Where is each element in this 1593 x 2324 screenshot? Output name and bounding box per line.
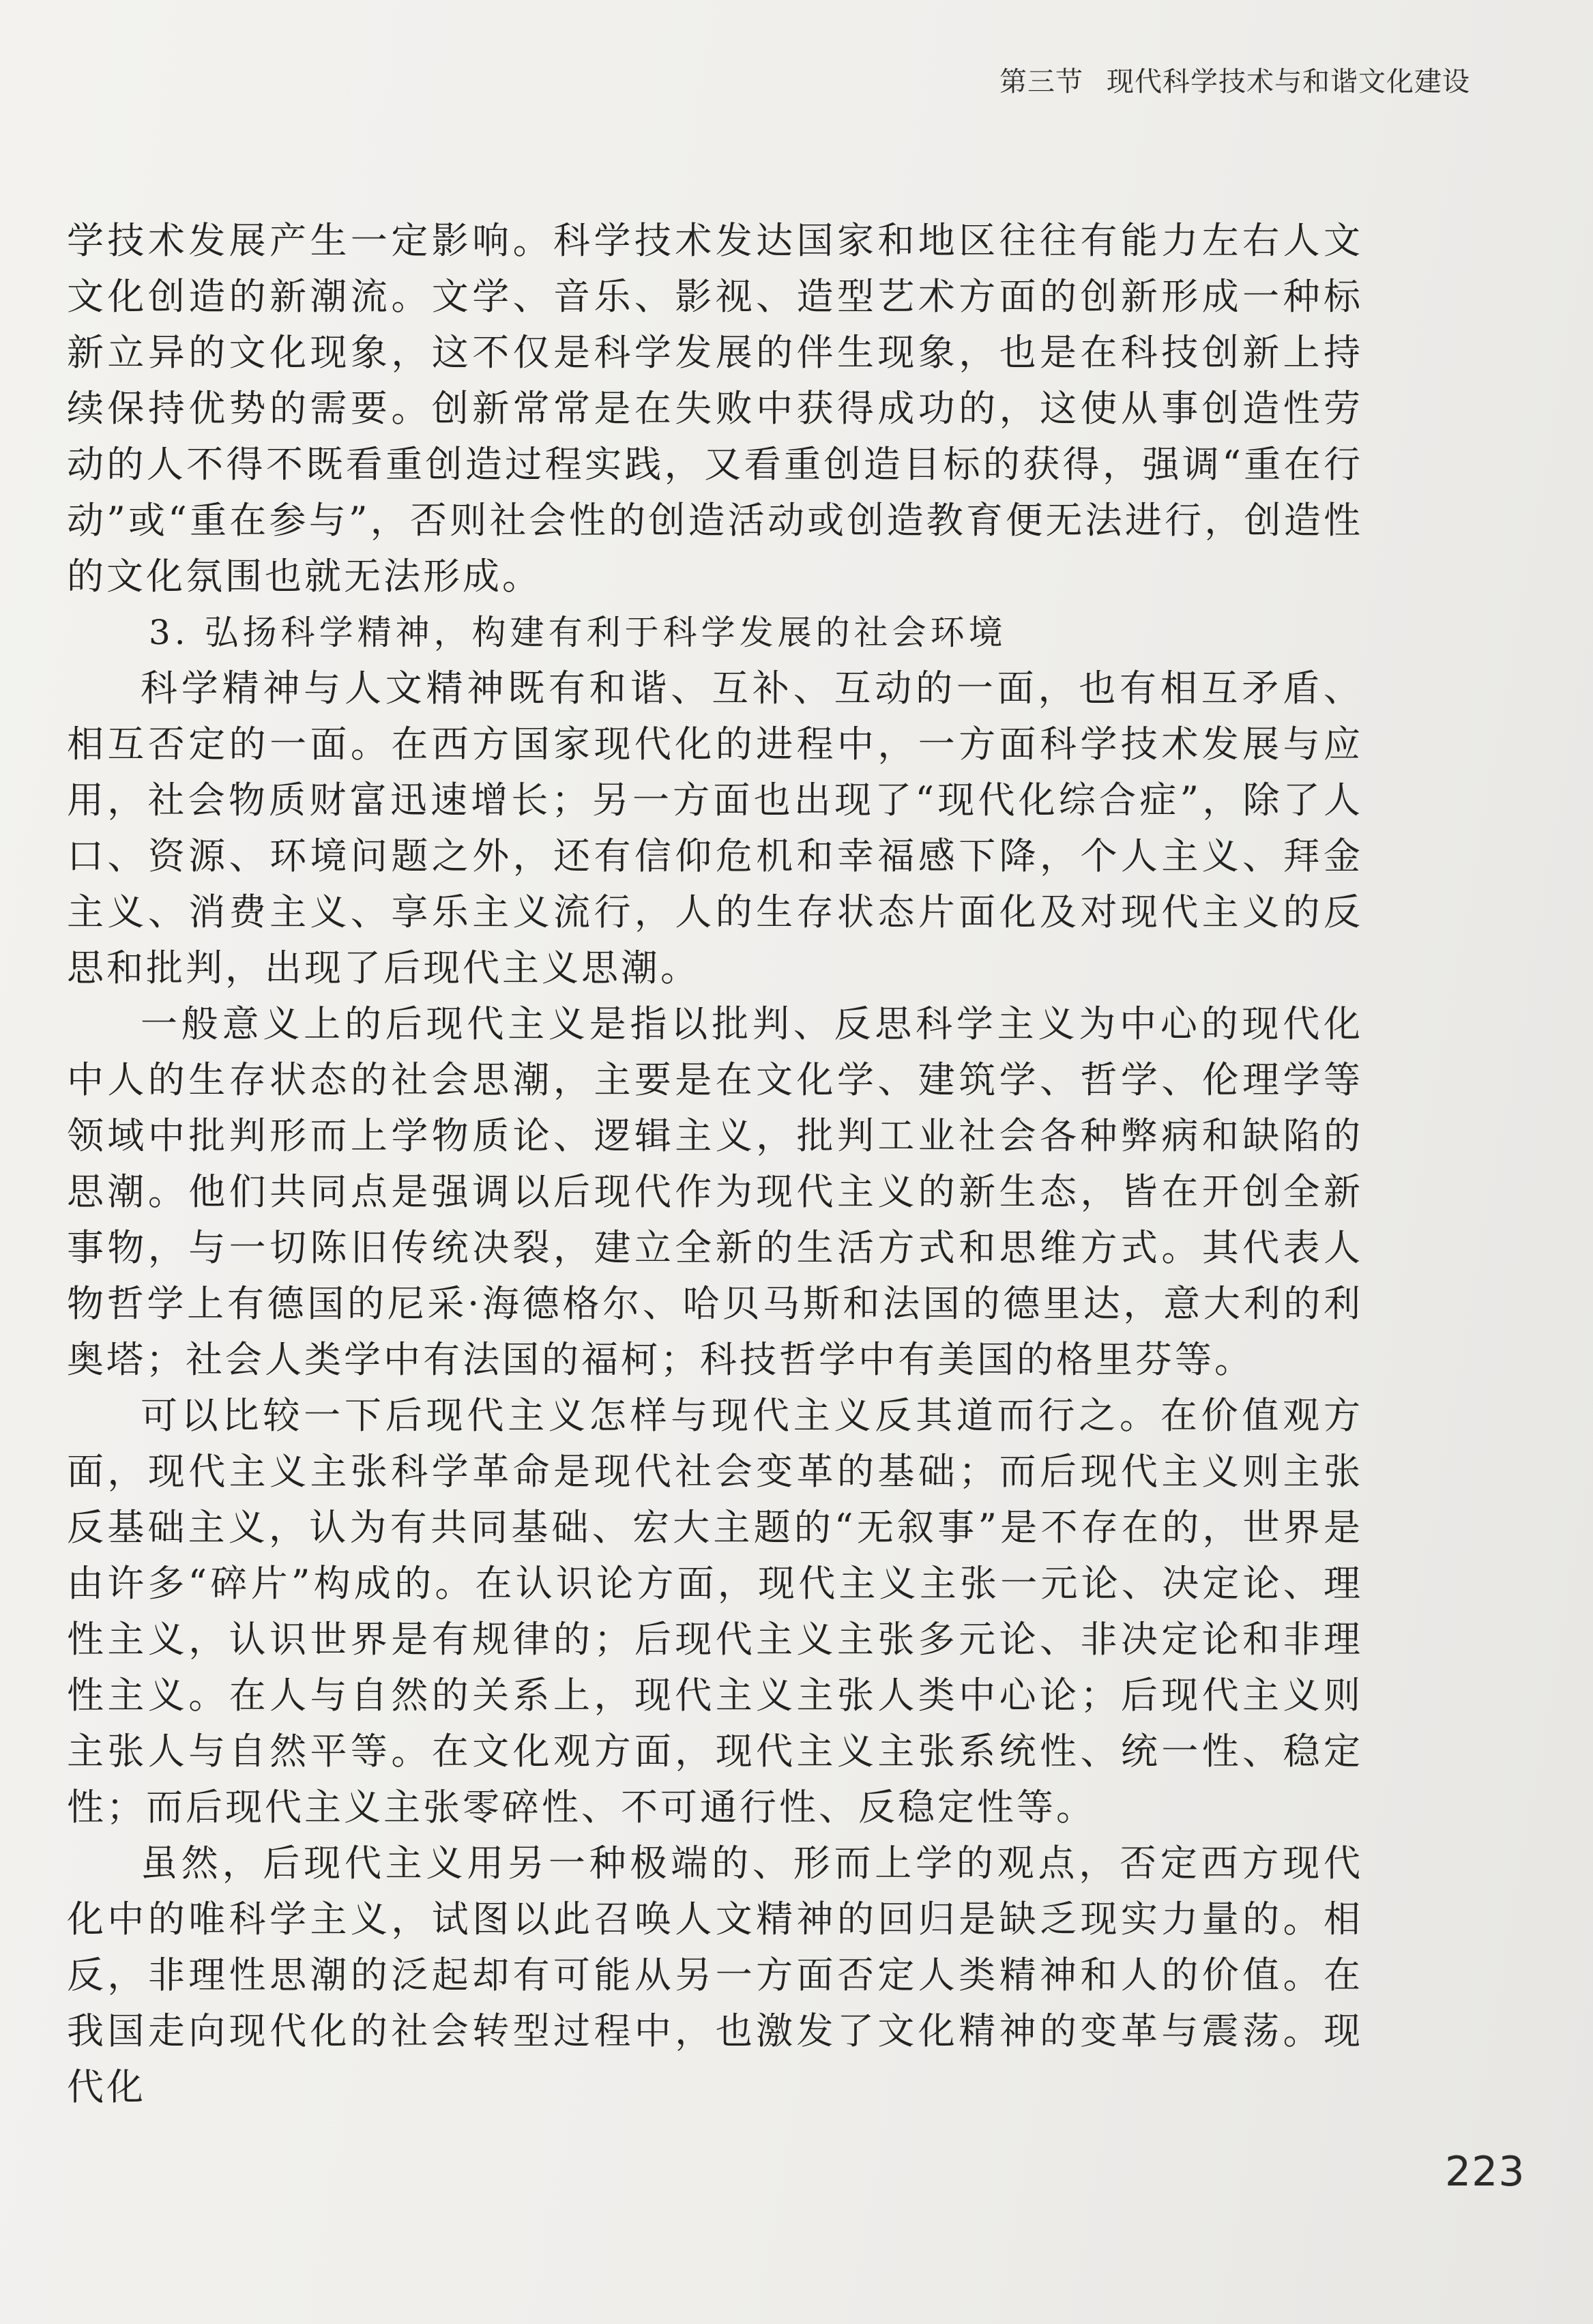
paragraph: 学技术发展产生一定影响。科学技术发达国家和地区往往有能力左右人文文化创造的新潮流。文学、音乐、影视、造型艺术方面的创新形成一种标新立异的文化现象，这不仅是科学发展的伴生现象，也是在科技创新上持续保持优势的需要。创新常常是在失败中获得成功的，这使从事创造性劳动的人不得不既看重创造过程实践，又看重创造目标的获得，强调“重在行动”或“重在参与”，否则社会性的创造活动或创造教育便无法进行，创造性的文化氛围也就无法形成。 [67, 219, 1363, 598]
section-title: 现代科学技术与和谐文化建设 [1107, 66, 1470, 98]
paragraph: 科学精神与人文精神既有和谐、互补、互动的一面，也有相互矛盾、相互否定的一面。在西方国家现代化的进程中，一方面科学技术发展与应用，社会物质财富迅速增长；另一方面也出现了“现代化综合症”，除了人口、资源、环境问题之外，还有信仰危机和幸福感下降，个人主义、拜金主义、消费主义、享乐主义流行，人的生存状态片面化及对现代主义的反思和批判，出现了后现代主义思潮。 [67, 667, 1363, 989]
paragraph: 虽然，后现代主义用另一种极端的、形而上学的观点，否定西方现代化中的唯科学主义，试图以此召唤人文精神的回归是缺乏现实力量的。相反，非理性思潮的泛起却有可能从另一方面否定人类精神和人的价值。在我国走向现代化的社会转型过程中，也激发了文化精神的变革与震荡。现代化 [67, 1842, 1363, 2108]
body-text [67, 213, 1363, 2115]
paragraph: 一般意义上的后现代主义是指以批判、反思科学主义为中心的现代化中人的生存状态的社会思潮，主要是在文化学、建筑学、哲学、伦理学等领域中批判形而上学物质论、逻辑主义，批判工业社会各种弊病和缺陷的思潮。他们共同点是强调以后现代作为现代主义的新生态，皆在开创全新事物，与一切陈旧传统决裂，建立全新的生活方式和思维方式。其代表人物哲学上有德国的尼采·海德格尔、哈贝马斯和法国的德里达，意大利的利奥塔；社会人类学中有法国的福柯；科技哲学中有美国的格里芬等。 [67, 1002, 1363, 1381]
subheading: 3. 弘扬科学精神，构建有利于科学发展的社会环境 [149, 613, 1007, 652]
page-number: 223 [1445, 2148, 1525, 2196]
paragraph: 可以比较一下后现代主义怎样与现代主义反其道而行之。在价值观方面，现代主义主张科学革命是现代社会变革的基础；而后现代主义则主张反基础主义，认为有共同基础、宏大主题的“无叙事”是不存在的，世界是由许多“碎片”构成的。在认识论方面，现代主义主张一元论、决定论、理性主义，认识世界是有规律的；后现代主义主张多元论、非决定论和非理性主义。在人与自然的关系上，现代主义主张人类中心论；后现代主义则主张人与自然平等。在文化观方面，现代主义主张系统性、统一性、稳定性；而后现代主义主张零碎性、不可通行性、反稳定性等。 [67, 1394, 1363, 1829]
section-number: 第三节 [999, 66, 1083, 98]
running-header [999, 60, 1470, 99]
